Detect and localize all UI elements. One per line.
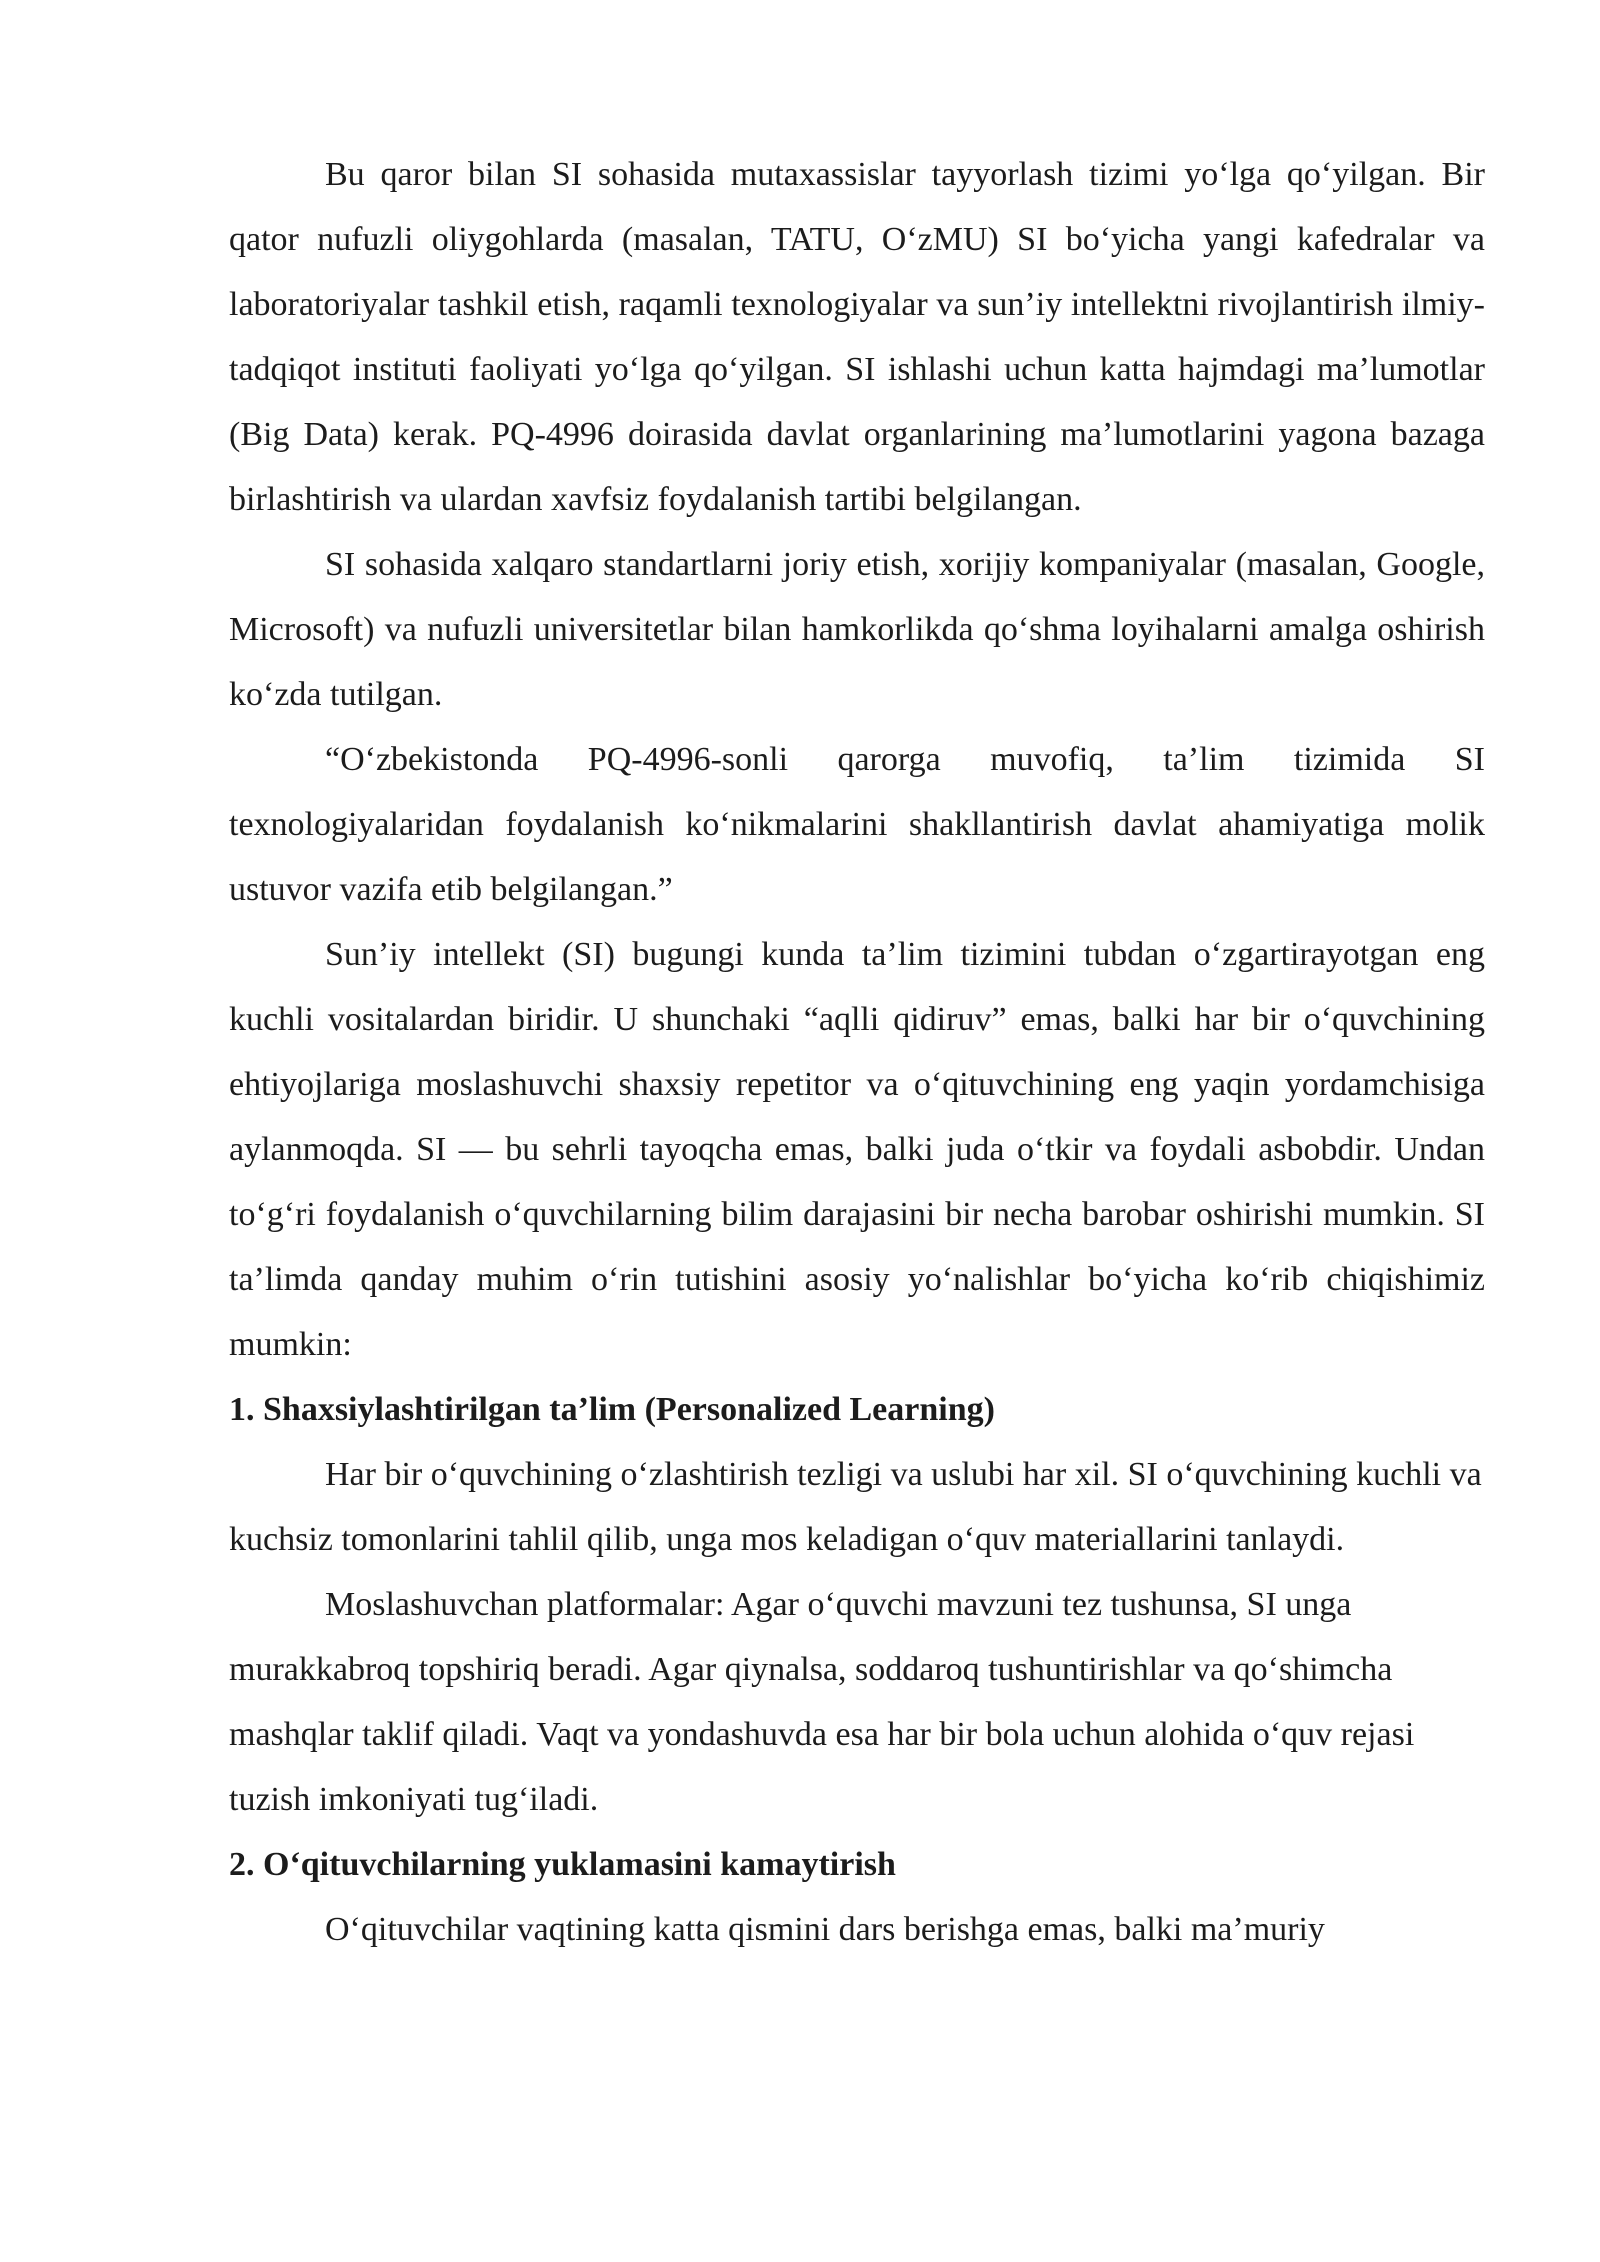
paragraph-2: SI sohasida xalqaro standartlarni joriy etish, xorijiy kompaniyalar (masalan, Google, Microsoft) va nufuzli universitetlar bilan hamkorlikda qo‘shma loyihalarni amalga oshirish ko‘zda tutilgan.	[229, 546, 1485, 713]
section-1-paragraph-1: Har bir o‘quvchining o‘zlashtirish tezligi va uslubi har xil. SI o‘quvchining kuchli va kuchsiz tomonlarini tahlil qilib, unga mos keladigan o‘quv materiallarini tanlaydi.	[229, 1456, 1482, 1558]
paragraph-4: Sun’iy intellekt (SI) bugungi kunda ta’lim tizimini tubdan o‘zgartirayotgan eng kuchli vositalardan biridir. U shunchaki “aqlli qidiruv” emas, balki har bir o‘quvchining ehtiyojlariga moslashuvchi shaxsiy repetitor va o‘qituvchining eng yaqin yordamchisiga aylanmoqda. SI — bu sehrli tayoqcha emas, balki juda o‘tkir va foydali asbobdir. Undan to‘g‘ri foydalanish o‘quvchilarning bilim darajasini bir necha barobar oshirishi mumkin. SI ta’limda qanday muhim o‘rin tutishini asosiy yo‘nalishlar bo‘yicha ko‘rib chiqishimiz mumkin:	[229, 936, 1485, 1363]
section-2-heading: 2. O‘qituvchilarning yuklamasini kamaytirish	[229, 1846, 896, 1883]
paragraph-1: Bu qaror bilan SI sohasida mutaxassislar tayyorlash tizimi yo‘lga qo‘yilgan. Bir qator nufuzli oliygohlarda (masalan, TATU, O‘zMU) SI bo‘yicha yangi kafedralar va laboratoriyalar tashkil etish, raqamli texnologiyalar va sun’iy intellektni rivojlantirish ilmiy-tadqiqot instituti faoliyati yo‘lga qo‘yilgan. SI ishlashi uchun katta hajmdagi ma’lumotlar (Big Data) kerak. PQ-4996 doirasida davlat organlarining ma’lumotlarini yagona bazaga birlashtirish va ulardan xavfsiz foydalanish tartibi belgilangan.	[229, 156, 1485, 518]
quote-paragraph: “O‘zbekistonda PQ-4996-sonli qarorga muvofiq, ta’lim tizimida SI texnologiyalaridan foydalanish ko‘nikmalarini shakllantirish davlat ahamiyatiga molik ustuvor vazifa etib belgilangan.”	[229, 741, 1485, 908]
section-1-heading: 1. Shaxsiylashtirilgan ta’lim (Personalized Learning)	[229, 1391, 995, 1428]
section-1-paragraph-2: Moslashuvchan platformalar: Agar o‘quvchi mavzuni tez tushunsa, SI unga murakkabroq topshiriq beradi. Agar qiynalsa, soddaroq tushuntirishlar va qo‘shimcha mashqlar taklif qiladi. Vaqt va yondashuvda esa har bir bola uchun alohida o‘quv rejasi tuzish imkoniyati tug‘iladi.	[229, 1586, 1415, 1818]
document-body	[229, 142, 1485, 1962]
section-2-paragraph-1: O‘qituvchilar vaqtining katta qismini dars berishga emas, balki ma’muriy	[325, 1911, 1325, 1948]
